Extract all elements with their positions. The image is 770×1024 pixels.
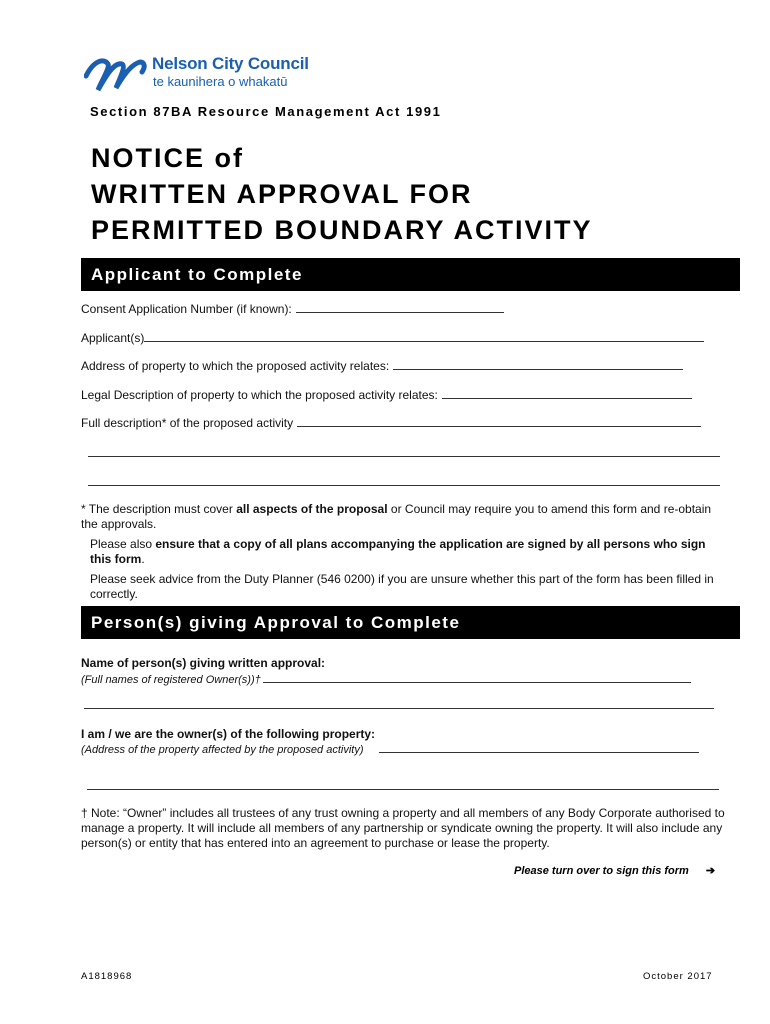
approver-name-field[interactable]	[81, 672, 691, 686]
approver-name-label: Name of person(s) giving written approval:	[81, 656, 326, 670]
title-line-2: WRITTEN APPROVAL FOR	[91, 179, 473, 209]
plans-note: Please also ensure that a copy of all plans accompanying the application are signed by all persons who sign this form.	[90, 537, 706, 566]
property-address-label: Address of property to which the proposed activity relates:	[81, 359, 390, 373]
title-line-3: PERMITTED BOUNDARY ACTIVITY	[91, 215, 593, 245]
owner-property-field[interactable]	[81, 742, 699, 756]
council-wave-icon	[84, 54, 150, 94]
owner-property-sublabel: (Address of the property affected by the proposed activity)	[81, 744, 364, 756]
document-id: A1818968	[81, 971, 133, 982]
legal-description-label: Legal Description of property to which the proposed activity relates:	[81, 388, 438, 402]
property-address-blank[interactable]	[393, 359, 683, 370]
council-name: Nelson City Council	[152, 54, 309, 73]
approver-section-heading: Person(s) giving Approval to Complete	[81, 606, 740, 639]
approver-name-sublabel: (Full names of registered Owner(s))†	[81, 674, 261, 686]
council-maori-name: te kaunihera o whakatū	[153, 74, 288, 89]
description-note-emphasis: all aspects of the proposal	[236, 502, 388, 516]
applicant-blank[interactable]	[144, 331, 704, 342]
property-address-field[interactable]	[81, 359, 683, 373]
applicant-field[interactable]	[81, 331, 704, 345]
consent-number-label: Consent Application Number (if known):	[81, 302, 292, 316]
plans-note-emphasis: ensure that a copy of all plans accompanying the application are signed by all persons who sign this form	[90, 537, 706, 566]
owner-definition-note: † Note: “Owner” includes all trustees of any trust owning a property and all members of any Body Corporate authorised to manage a property. It will include all members of any partnership or syndicate owning the property. It will also include any person(s) or entity that has entered into an agreement to purchase or lease the property.	[81, 806, 725, 850]
arrow-right-icon: ➔	[705, 865, 716, 877]
consent-number-blank[interactable]	[296, 302, 504, 313]
document-date: October 2017	[643, 971, 713, 982]
description-note: * The description must cover all aspects of the proposal or Council may require you to amend this form and re-obtain the approvals.	[81, 502, 712, 531]
council-logo	[84, 52, 314, 96]
legal-description-field[interactable]	[81, 388, 692, 402]
legal-description-blank[interactable]	[442, 388, 692, 399]
applicant-section-heading: Applicant to Complete	[81, 258, 740, 291]
turn-over-text: Please turn over to sign this form	[514, 865, 689, 877]
act-reference: Section 87BA Resource Management Act 1991	[90, 104, 442, 119]
approver-name-line-2[interactable]	[84, 708, 714, 709]
approver-name-blank[interactable]	[263, 672, 691, 683]
activity-description-line-2[interactable]	[88, 456, 720, 457]
owner-property-blank[interactable]	[379, 742, 699, 753]
activity-description-field[interactable]	[81, 416, 701, 430]
applicant-label: Applicant(s)	[81, 331, 145, 345]
page-title	[91, 140, 593, 248]
owner-property-line-2[interactable]	[87, 789, 719, 790]
turn-over-instruction	[514, 864, 715, 877]
activity-description-blank[interactable]	[297, 416, 701, 427]
title-line-1: NOTICE of	[91, 143, 244, 173]
duty-planner-note: Please seek advice from the Duty Planner (546 0200) if you are unsure whether this part of the form has been filled in correctly.	[90, 572, 714, 601]
activity-description-label: Full description* of the proposed activity	[81, 416, 294, 430]
consent-number-field[interactable]	[81, 302, 504, 316]
activity-description-line-3[interactable]	[88, 485, 720, 486]
owner-property-label: I am / we are the owner(s) of the following property:	[81, 727, 376, 741]
